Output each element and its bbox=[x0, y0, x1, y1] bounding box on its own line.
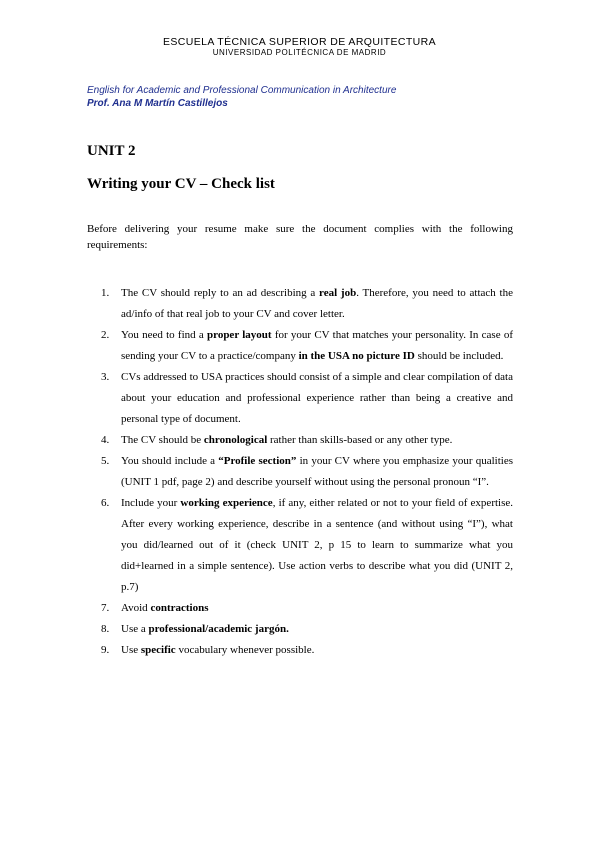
list-item: 2. You need to find a proper layout for your CV that matches your personality. In case of sending your CV to a practice/company in the USA no picture ID should be included. bbox=[87, 325, 513, 367]
course-name: English for Academic and Professional Communication in Architecture bbox=[87, 85, 397, 96]
list-item: 3. CVs addressed to USA practices should consist of a simple and clear compilation of data about your education and professional experience rather than being a creative and personal type of document. bbox=[87, 367, 513, 430]
page-title: Writing your CV – Check list bbox=[87, 176, 275, 192]
list-item: 8. Use a professional/academic jargón. bbox=[87, 619, 513, 640]
list-number: 6. bbox=[101, 497, 110, 509]
list-number: 2. bbox=[101, 329, 110, 341]
list-number: 8. bbox=[101, 623, 110, 635]
list-item: 7. Avoid contractions bbox=[87, 598, 513, 619]
university-name: UNIVERSIDAD POLITÉCNICA DE MADRID bbox=[212, 48, 387, 57]
unit-heading: UNIT 2 bbox=[87, 143, 136, 159]
list-item: 9. Use specific vocabulary whenever possible. bbox=[87, 640, 513, 661]
list-number: 3. bbox=[101, 371, 110, 383]
list-number: 9. bbox=[101, 644, 110, 656]
school-name: ESCUELA TÉCNICA SUPERIOR DE ARQUITECTURA bbox=[162, 36, 437, 48]
requirements-list bbox=[87, 283, 513, 661]
list-number: 1. bbox=[101, 287, 110, 299]
list-item: 1. The CV should reply to an ad describing a real job. Therefore, you need to attach the ad/info of that real job to your CV and cover letter. bbox=[87, 283, 513, 325]
list-number: 4. bbox=[101, 434, 110, 446]
list-item: 6. Include your working experience, if any, either related or not to your field of expertise. After every working experience, describe in a sentence (and without using “I”), what you did/learned out of it (check UNIT 2, p 15 to learn to summarize what you did+learned in a simple sentence). Use action verbs to describe what you did (UNIT 2, p.7) bbox=[87, 493, 513, 598]
list-item: 5. You should include a “Profile section” in your CV where you emphasize your qualities (UNIT 1 pdf, page 2) and describe yourself without using the personal pronoun “I”. bbox=[87, 451, 513, 493]
professor-name: Prof. Ana M Martín Castillejos bbox=[87, 98, 228, 109]
list-item: 4. The CV should be chronological rather than skills-based or any other type. bbox=[87, 430, 513, 451]
intro-paragraph: Before delivering your resume make sure the document complies with the following requirements: bbox=[87, 223, 513, 251]
list-number: 7. bbox=[101, 602, 110, 614]
list-number: 5. bbox=[101, 455, 110, 467]
